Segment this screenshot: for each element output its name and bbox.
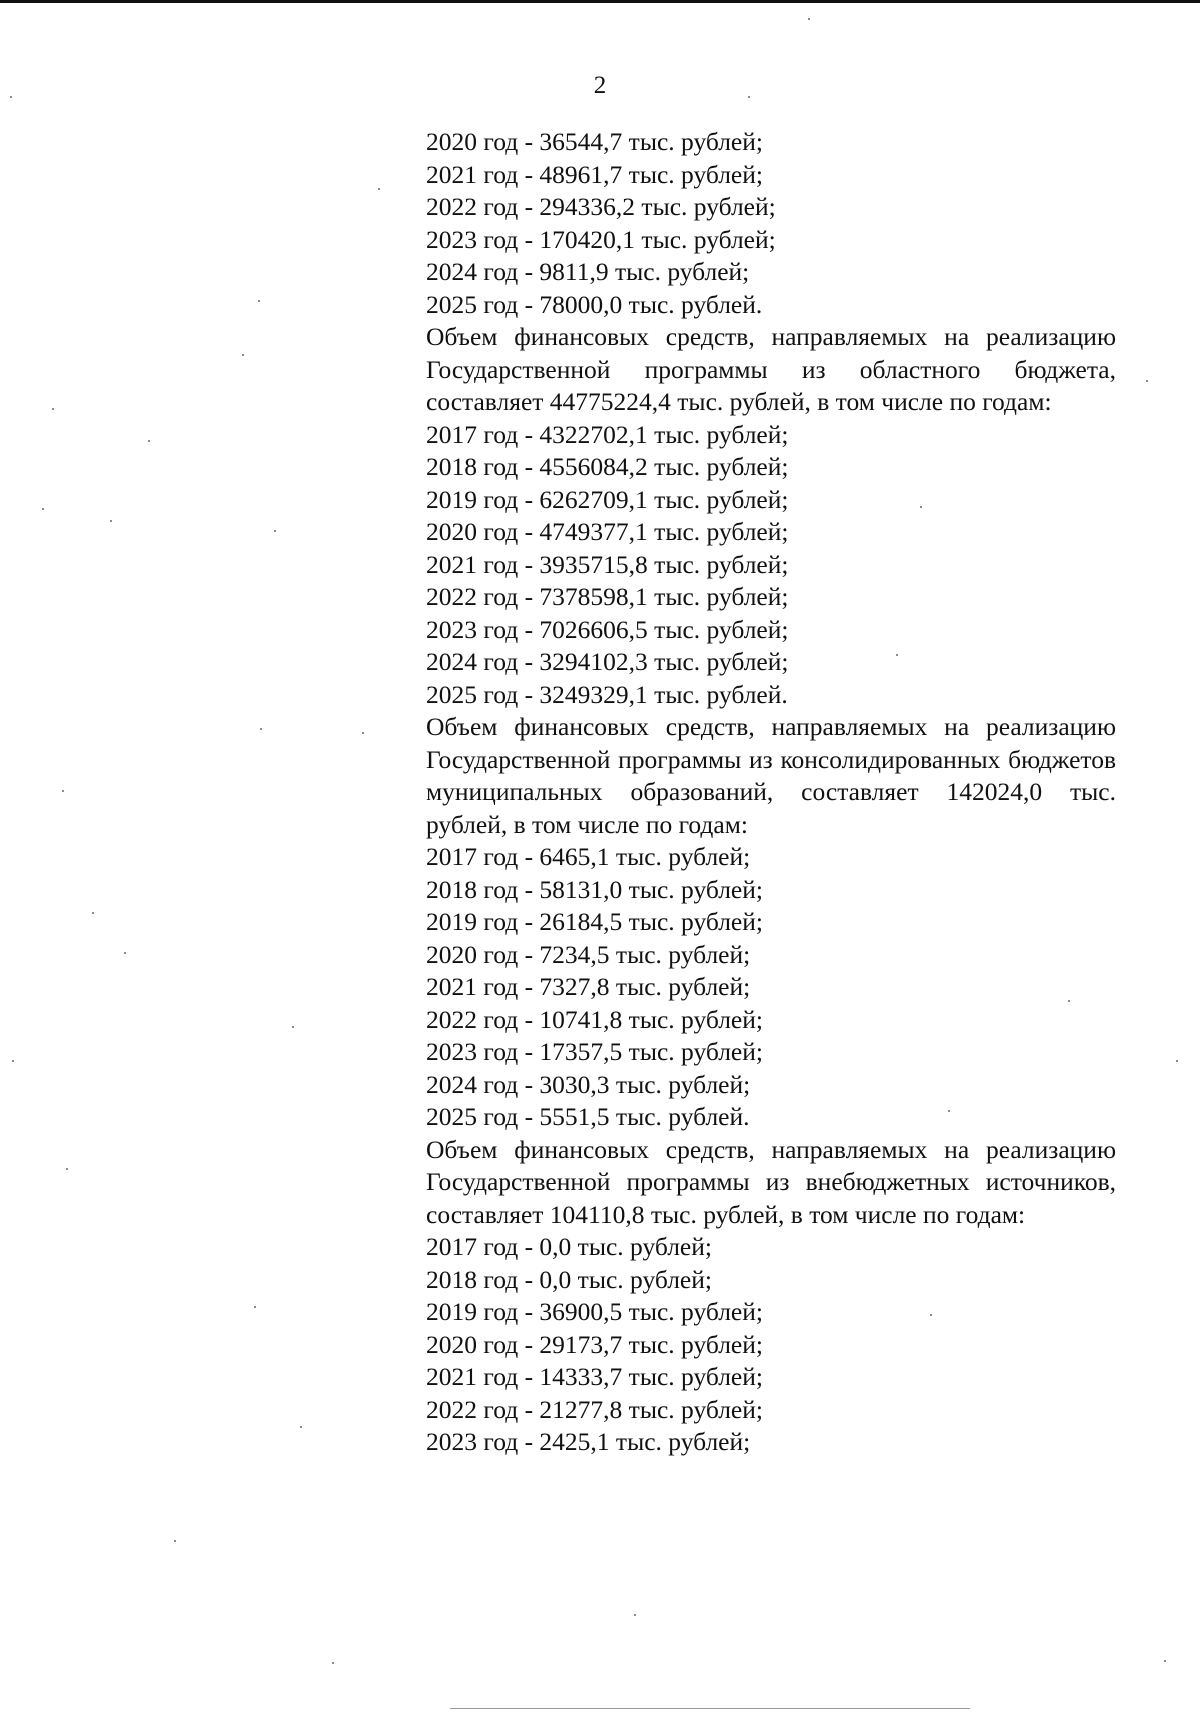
- scan-speck: [62, 790, 64, 792]
- scan-speck: [1176, 1060, 1178, 1062]
- year-amount-line: 2022 год - 294336,2 тыс. рублей;: [426, 192, 776, 221]
- year-amount-line: 2019 год - 6262709,1 тыс. рублей;: [426, 484, 789, 514]
- year-amount-line: 2025 год - 5551,5 тыс. рублей.: [426, 1102, 750, 1131]
- scan-speck: [948, 1110, 950, 1112]
- scan-speck: [808, 18, 810, 20]
- scan-speck: [110, 520, 112, 522]
- page-number: 2: [593, 72, 607, 99]
- year-amount-line: 2017 год - 4322702,1 тыс. рублей;: [426, 419, 789, 449]
- top-scan-edge: [0, 0, 1200, 3]
- year-amount-line: 2024 год - 3294102,3 тыс. рублей;: [426, 647, 789, 676]
- scan-speck: [332, 1662, 334, 1664]
- scan-speck: [148, 440, 150, 442]
- scan-speck: [378, 188, 380, 190]
- year-amount-line: 2017 год - 6465,1 тыс. рублей;: [426, 842, 751, 871]
- scan-speck: [66, 1168, 68, 1170]
- year-amount-line: 2018 год - 58131,0 тыс. рублей;: [426, 874, 763, 904]
- year-amount-line: 2020 год - 29173,7 тыс. рублей;: [426, 1329, 763, 1359]
- funding-paragraph: Объем финансовых средств, направляемых на реализацию Государственной программы из внебюджетных источников, составляет 104110,8 тыс. рублей, в том числе по годам:: [426, 1134, 1116, 1229]
- scan-speck: [1068, 1000, 1070, 1002]
- scan-speck: [260, 728, 262, 730]
- year-amount-line: 2020 год - 36544,7 тыс. рублей;: [426, 127, 763, 156]
- year-amount-line: 2019 год - 26184,5 тыс. рублей;: [426, 907, 763, 936]
- scan-speck: [292, 1026, 294, 1028]
- year-amount-line: 2022 год - 21277,8 тыс. рублей;: [426, 1394, 763, 1424]
- scan-speck: [174, 1540, 176, 1542]
- year-amount-line: 2023 год - 170420,1 тыс. рублей;: [426, 224, 776, 254]
- year-amount-line: 2020 год - 4749377,1 тыс. рублей;: [426, 517, 789, 546]
- scan-speck: [300, 1426, 302, 1428]
- scan-speck: [896, 654, 898, 656]
- year-amount-line: 2024 год - 9811,9 тыс. рублей;: [426, 257, 750, 286]
- year-amount-line: 2023 год - 17357,5 тыс. рублей;: [426, 1037, 763, 1066]
- year-amount-line: 2023 год - 2425,1 тыс. рублей;: [426, 1427, 751, 1456]
- year-amount-line: 2025 год - 78000,0 тыс. рублей.: [426, 289, 763, 319]
- bottom-scan-edge: [450, 1708, 970, 1709]
- scan-speck: [920, 506, 922, 508]
- year-amount-line: 2023 год - 7026606,5 тыс. рублей;: [426, 614, 789, 644]
- year-amount-line: 2021 год - 48961,7 тыс. рублей;: [426, 159, 763, 189]
- funding-paragraph: Объем финансовых средств, направляемых на реализацию Государственной программы из областного бюджета, составляет 44775224,4 тыс. рублей, в том числе по годам:: [426, 322, 1116, 416]
- year-amount-line: 2025 год - 3249329,1 тыс. рублей.: [426, 679, 788, 709]
- year-amount-line: 2017 год - 0,0 тыс. рублей;: [426, 1232, 712, 1261]
- year-amount-line: 2021 год - 3935715,8 тыс. рублей;: [426, 549, 789, 579]
- scan-speck: [274, 530, 276, 532]
- scan-speck: [634, 1614, 636, 1616]
- year-amount-line: 2020 год - 7234,5 тыс. рублей;: [426, 939, 751, 969]
- funding-paragraph: Объем финансовых средств, направляемых на реализацию Государственной программы из консолидированных бюджетов муниципальных образований, составляет 142024,0 тыс. рублей, в том числе по годам:: [426, 712, 1116, 839]
- scan-speck: [748, 96, 750, 98]
- year-amount-line: 2018 год - 4556084,2 тыс. рублей;: [426, 452, 789, 481]
- scan-speck: [1164, 1660, 1166, 1662]
- year-amount-line: 2018 год - 0,0 тыс. рублей;: [426, 1264, 712, 1294]
- scan-speck: [42, 508, 44, 510]
- year-amount-line: 2021 год - 14333,7 тыс. рублей;: [426, 1362, 763, 1391]
- scan-speck: [930, 1314, 932, 1316]
- year-amount-line: 2021 год - 7327,8 тыс. рублей;: [426, 972, 751, 1001]
- scan-speck: [254, 1306, 256, 1308]
- scan-speck: [258, 300, 260, 302]
- year-amount-line: 2019 год - 36900,5 тыс. рублей;: [426, 1297, 763, 1326]
- year-amount-line: 2024 год - 3030,3 тыс. рублей;: [426, 1069, 751, 1099]
- scan-speck: [242, 354, 244, 356]
- scan-speck: [1146, 380, 1148, 382]
- scan-speck: [12, 1060, 14, 1062]
- scan-speck: [92, 912, 94, 914]
- scan-speck: [124, 952, 126, 954]
- document-body: [426, 126, 1116, 1459]
- scan-speck: [52, 408, 54, 410]
- year-amount-line: 2022 год - 7378598,1 тыс. рублей;: [426, 582, 789, 611]
- scan-speck: [10, 96, 12, 98]
- scan-speck: [362, 732, 364, 734]
- year-amount-line: 2022 год - 10741,8 тыс. рублей;: [426, 1004, 763, 1034]
